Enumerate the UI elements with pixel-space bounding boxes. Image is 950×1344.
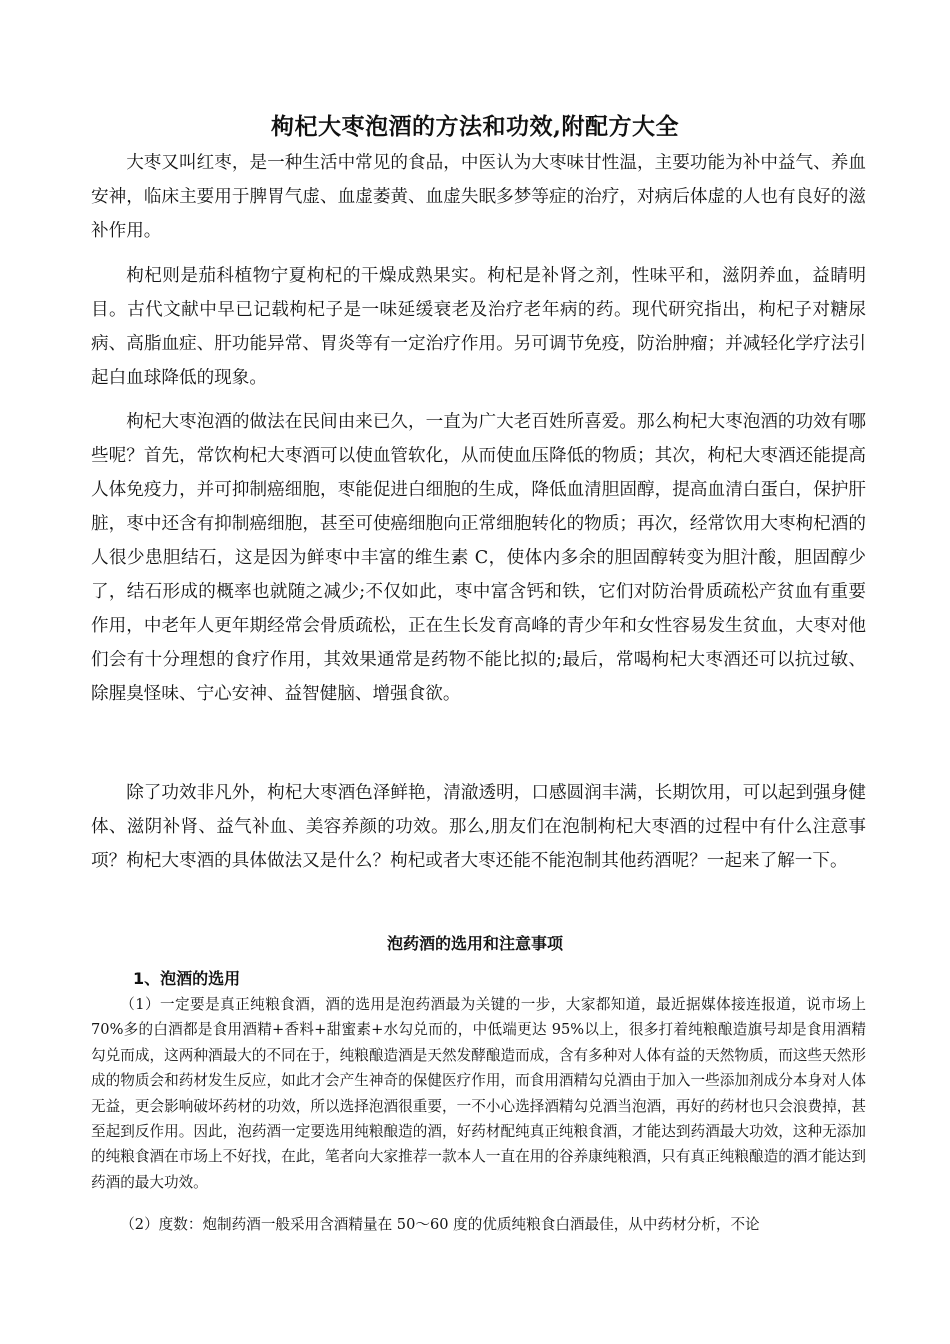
- section-heading: 泡药酒的选用和注意事项: [386, 934, 563, 953]
- paragraph-alcohol-degree: （2）度数：炮制药酒一般采用含酒精量在 50～60 度的优质纯粮食白酒最佳，从中药材分析，不论: [120, 1216, 760, 1233]
- paragraph-jujube-intro: 大枣又叫红枣，是一种生活中常见的食品，中医认为大枣味甘性温，主要功能为补中益气、养血安神，临床主要用于脾胃气虚、血虚萎黄、血虚失眠多梦等症的治疗，对病后体虚的人也有良好的滋补作用。: [91, 153, 866, 241]
- paragraph-wine-benefits: 枸杞大枣泡酒的做法在民间由来已久，一直为广大老百姓所喜爱。那么枸杞大枣泡酒的功效有哪些呢？首先，常饮枸杞大枣酒可以使血管软化，从而使血压降低的物质；其次，枸杞大枣酒还能提高人体免疫力，并可抑制癌细胞，枣能促进白细胞的生成，降低血清胆固醇，提高血清白蛋白，保护肝脏，枣中还含有抑制癌细胞，甚至可使癌细胞向正常细胞转化的物质；再次，经常饮用大枣枸杞酒的人很少患胆结石，这是因为鲜枣中丰富的维生素 C，使体内多余的胆固醇转变为胆汁酸，胆固醇少了，结石形成的概率也就随之减少;不仅如此，枣中富含钙和铁，它们对防治骨质疏松产贫血有重要作用，中老年人更年期经常会骨质疏松，正在生长发育高峰的青少年和女性容易发生贫血，大枣对他们会有十分理想的食疗作用，其效果通常是药物不能比拟的;最后，常喝枸杞大枣酒还可以抗过敏、除腥臭怪味、宁心安神、益智健脑、增强食欲。: [91, 412, 866, 704]
- subsection-heading: 1、泡酒的选用: [133, 969, 241, 988]
- paragraph-goji-intro: 枸杞则是茄科植物宁夏枸杞的干燥成熟果实。枸杞是补肾之剂，性味平和，滋阴养血，益睛明目。古代文献中早已记载枸杞子是一味延缓衰老及治疗老年病的药。现代研究指出，枸杞子对糖尿病、高脂血症、肝功能异常、胃炎等有一定治疗作用。另可调节免疫，防治肿瘤；并减轻化学疗法引起白血球降低的现象。: [91, 266, 866, 388]
- paragraph-wine-qualities: 除了功效非凡外，枸杞大枣酒色泽鲜艳，清澈透明，口感圆润丰满，长期饮用，可以起到强身健体、滋阴补肾、益气补血、美容养颜的功效。那么,朋友们在泡制枸杞大枣酒的过程中有什么注意事项？枸杞大枣酒的具体做法又是什么？枸杞或者大枣还能不能泡制其他药酒呢？一起来了解一下。: [91, 783, 866, 871]
- paragraph-liquor-choice: （1）一定要是真正纯粮食酒，酒的选用是泡药酒最为关键的一步，大家都知道，最近据媒体接连报道，说市场上 70%多的白酒都是食用酒精+香料+甜蜜素+水勾兑而的，中低端更达 95%以上，很多打着纯粮酿造旗号却是食用酒精勾兑而成，这两种酒最大的不同在于，纯粮酿造酒是天然发酵酿造而成，含有多种对人体有益的天然物质，而这些天然形成的物质会和药材发生反应，如此才会产生神奇的保健医疗作用，而食用酒精勾兑酒由于加入一些添加剂成分本身对人体无益，更会影响破坏药材的功效，所以选择泡酒很重要，一不小心选择酒精勾兑酒当泡酒，再好的药材也只会浪费掉，甚至起到反作用。因此，泡药酒一定要选用纯粮酿造的酒，好药材配纯真正纯粮食酒，才能达到药酒最大功效，这种无添加的纯粮食酒在市场上不好找，在此，笔者向大家推荐一款本人一直在用的谷养康纯粮酒，只有真正纯粮酿造的酒才能达到药酒的最大功效。: [91, 996, 866, 1191]
- page-title: 枸杞大枣泡酒的方法和功效,附配方大全: [270, 113, 679, 140]
